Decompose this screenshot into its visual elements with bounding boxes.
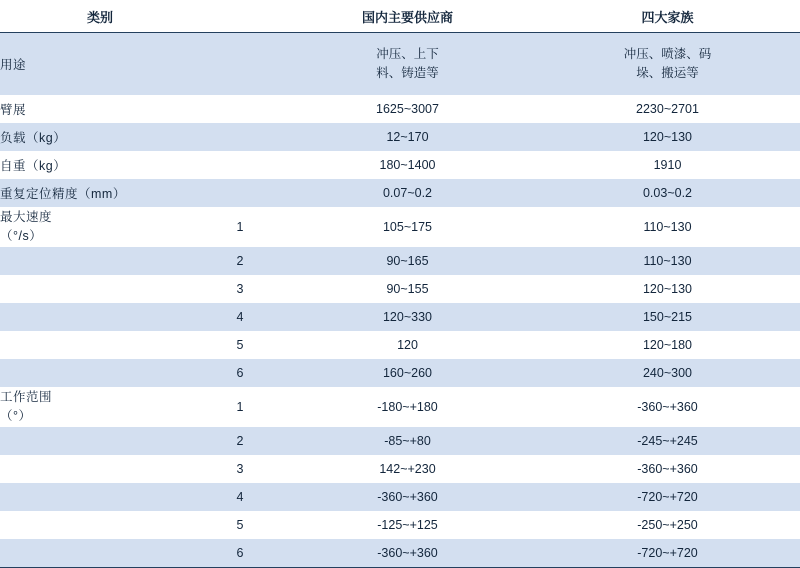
row-category — [0, 427, 200, 455]
row-four-value: 2230~2701 — [535, 95, 800, 123]
row-category — [0, 511, 200, 539]
table-row — [0, 511, 800, 539]
row-index: 5 — [200, 331, 280, 359]
row-category-unit: （°/s） — [0, 229, 43, 243]
table-row — [0, 275, 800, 303]
row-index — [200, 123, 280, 151]
value-line: 冲压、喷漆、码 — [623, 46, 712, 61]
header-four-families: 四大家族 — [535, 0, 800, 33]
row-category — [0, 539, 200, 568]
row-domestic-value: -360~+360 — [280, 539, 535, 568]
row-category-main: 工作范围 — [0, 390, 53, 405]
row-four-value: 150~215 — [535, 303, 800, 331]
row-index: 3 — [200, 455, 280, 483]
row-four-value — [535, 33, 800, 96]
row-domestic-value: -360~+360 — [280, 483, 535, 511]
row-four-value: 1910 — [535, 151, 800, 179]
row-four-value: -720~+720 — [535, 539, 800, 568]
header-index-spacer — [200, 0, 280, 33]
row-four-value: 0.03~0.2 — [535, 179, 800, 207]
row-category — [0, 303, 200, 331]
table-row — [0, 247, 800, 275]
row-four-value: 120~130 — [535, 275, 800, 303]
table-row — [0, 33, 800, 96]
row-category — [0, 331, 200, 359]
table-row — [0, 427, 800, 455]
row-four-value: 120~130 — [535, 123, 800, 151]
table-row — [0, 95, 800, 123]
row-domestic-value: -180~+180 — [280, 387, 535, 427]
row-category — [0, 483, 200, 511]
table-row — [0, 151, 800, 179]
row-four-value: -360~+360 — [535, 387, 800, 427]
row-index: 4 — [200, 483, 280, 511]
table-row — [0, 331, 800, 359]
row-category: 臂展 — [0, 95, 200, 123]
row-category: 用途 — [0, 33, 200, 96]
row-domestic-value: 120~330 — [280, 303, 535, 331]
row-category: 自重（kg） — [0, 151, 200, 179]
header-category: 类别 — [0, 0, 200, 33]
row-category — [0, 455, 200, 483]
value-line: 料、铸造等 — [376, 66, 439, 80]
row-category: 重复定位精度（mm） — [0, 179, 200, 207]
row-domestic-value: -125~+125 — [280, 511, 535, 539]
row-domestic-value: 105~175 — [280, 207, 535, 247]
row-four-value: -245~+245 — [535, 427, 800, 455]
row-domestic-value: 120 — [280, 331, 535, 359]
row-category — [0, 275, 200, 303]
row-category-main: 最大速度 — [0, 210, 53, 225]
row-four-value: -250~+250 — [535, 511, 800, 539]
row-index: 6 — [200, 539, 280, 568]
row-four-value: 240~300 — [535, 359, 800, 387]
value-line: 垛、搬运等 — [636, 66, 699, 80]
row-index: 3 — [200, 275, 280, 303]
row-index — [200, 179, 280, 207]
row-domestic-value: 1625~3007 — [280, 95, 535, 123]
row-domestic-value: 0.07~0.2 — [280, 179, 535, 207]
row-index: 1 — [200, 207, 280, 247]
row-index: 2 — [200, 247, 280, 275]
row-category — [0, 247, 200, 275]
row-domestic-value: 90~155 — [280, 275, 535, 303]
table-row — [0, 483, 800, 511]
row-four-value: 110~130 — [535, 207, 800, 247]
row-index — [200, 33, 280, 96]
table-header-row — [0, 0, 800, 33]
value-line: 冲压、上下 — [376, 46, 439, 61]
table-row — [0, 387, 800, 427]
table-row — [0, 539, 800, 568]
row-index: 1 — [200, 387, 280, 427]
table-row — [0, 455, 800, 483]
row-four-value: 120~180 — [535, 331, 800, 359]
row-category — [0, 359, 200, 387]
row-domestic-value: 180~1400 — [280, 151, 535, 179]
row-domestic-value — [280, 33, 535, 96]
row-category-unit: （°） — [0, 409, 32, 423]
row-category — [0, 207, 200, 247]
row-index: 6 — [200, 359, 280, 387]
header-domestic: 国内主要供应商 — [280, 0, 535, 33]
table-row — [0, 123, 800, 151]
row-four-value: -720~+720 — [535, 483, 800, 511]
row-four-value: -360~+360 — [535, 455, 800, 483]
row-category — [0, 387, 200, 427]
row-domestic-value: -85~+80 — [280, 427, 535, 455]
row-index: 5 — [200, 511, 280, 539]
row-category: 负载（kg） — [0, 123, 200, 151]
row-index — [200, 95, 280, 123]
row-domestic-value: 142~+230 — [280, 455, 535, 483]
row-four-value: 110~130 — [535, 247, 800, 275]
row-domestic-value: 160~260 — [280, 359, 535, 387]
row-domestic-value: 12~170 — [280, 123, 535, 151]
table-row — [0, 207, 800, 247]
table-row — [0, 359, 800, 387]
row-index — [200, 151, 280, 179]
table-row — [0, 303, 800, 331]
row-index: 4 — [200, 303, 280, 331]
table-row — [0, 179, 800, 207]
row-domestic-value: 90~165 — [280, 247, 535, 275]
row-index: 2 — [200, 427, 280, 455]
